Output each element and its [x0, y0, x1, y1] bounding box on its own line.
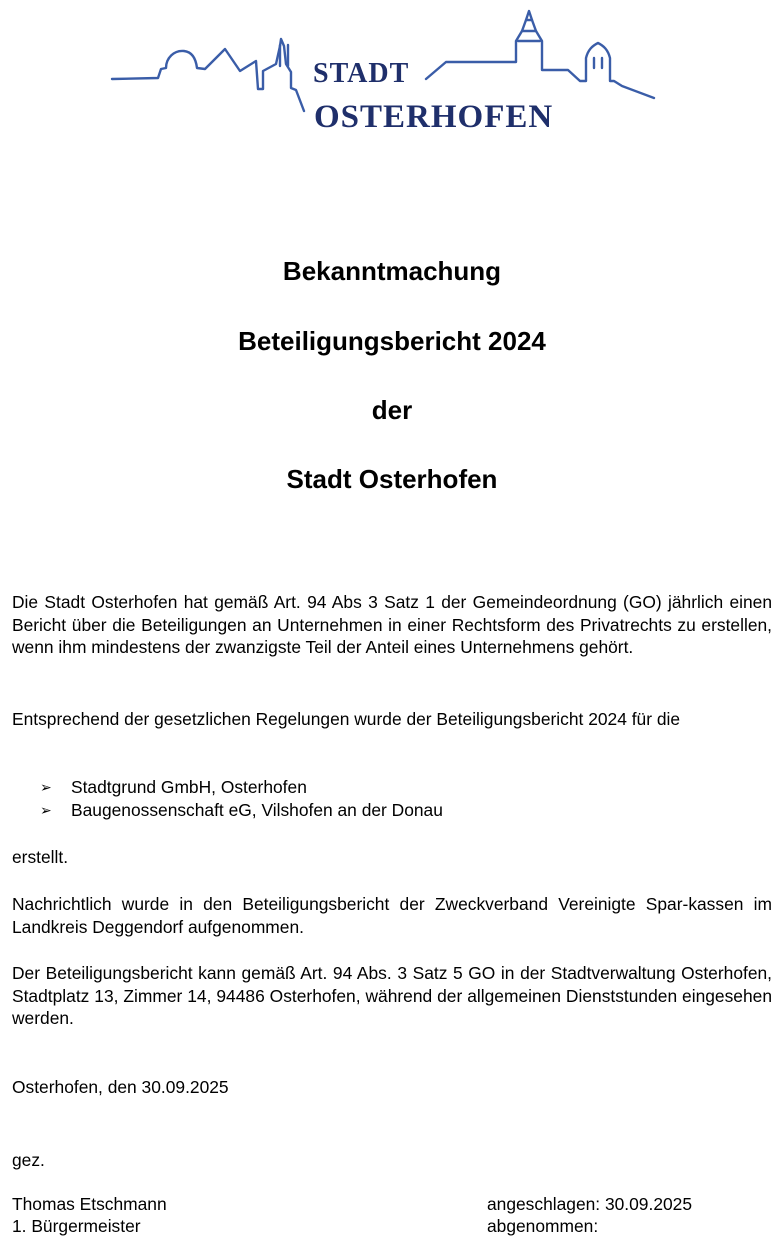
logo-text-stadt: STADT: [313, 58, 410, 89]
list-item-text: Stadtgrund GmbH, Osterhofen: [71, 777, 307, 797]
title-city: Stadt Osterhofen: [286, 464, 498, 494]
signature-name: Thomas Etschmann: [12, 1194, 167, 1214]
paragraph-inspection: Der Beteiligungsbericht kann gemäß Art. 94 Abs. 3 Satz 5 GO in der Stadtverwaltung Osterhofen, Stadtplatz 13, Zimmer 14, 94486 Osterhofen, während der allgemeinen Dienststunden eingesehen werden.: [12, 963, 772, 1028]
place-date: Osterhofen, den 30.09.2025: [12, 1077, 229, 1097]
title-bekanntmachung: Bekanntmachung: [282, 256, 502, 286]
list-item: [40, 776, 443, 799]
arrow-bullet-icon: ➢: [40, 779, 52, 795]
list-item-text: Baugenossenschaft eG, Vilshofen an der Donau: [71, 799, 443, 820]
city-logo: [108, 6, 664, 136]
list-item: [40, 799, 443, 822]
title-der: der: [371, 395, 413, 425]
arrow-bullet-icon: ➢: [40, 801, 52, 818]
signature-role: 1. Bürgermeister: [12, 1216, 141, 1236]
paragraph-note: Nachrichtlich wurde in den Beteiligungsbericht der Zweckverband Vereinigte Spar-kassen im Landkreis Deggendorf aufgenommen.: [12, 894, 772, 937]
paragraph-legal-basis: Die Stadt Osterhofen hat gemäß Art. 94 Abs 3 Satz 1 der Gemeindeordnung (GO) jährlich einen Bericht über die Beteiligungen an Unternehmen in einer Rechtsform des Privatrechts zu erstellen, wenn ihm mindestens der zwanzigste Teil der Anteil eines Unternehmens gehört.: [12, 592, 772, 657]
company-list: [40, 776, 443, 821]
paragraph-report-for: Entsprechend der gesetzlichen Regelungen wurde der Beteiligungsbericht 2024 für die: [12, 709, 681, 729]
posted-date: angeschlagen: 30.09.2025: [487, 1194, 693, 1214]
paragraph-created: erstellt.: [12, 847, 69, 867]
removed-date: abgenommen:: [487, 1216, 599, 1236]
logo-text-osterhofen: OSTERHOFEN: [314, 99, 554, 135]
signature-gez: gez.: [12, 1150, 45, 1170]
title-report: Beteiligungsbericht 2024: [238, 326, 546, 356]
